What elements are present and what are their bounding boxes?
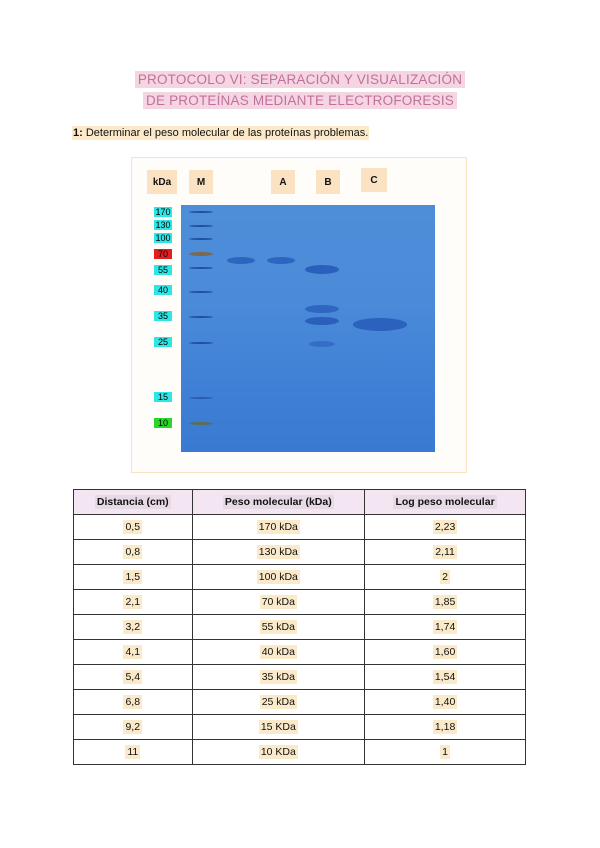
page-title-line-1: PROTOCOLO VI: SEPARACIÓN Y VISUALIZACIÓN — [0, 72, 600, 87]
cell-log-molecular-weight: 1,85 — [365, 590, 526, 615]
marker-band — [189, 238, 213, 240]
marker-band — [189, 211, 213, 213]
cell-molecular-weight: 170 kDa — [192, 515, 365, 540]
marker-label-10: 10 — [154, 418, 172, 428]
cell-log-molecular-weight: 2 — [365, 565, 526, 590]
cell-distance: 2,1 — [74, 590, 193, 615]
cell-log-molecular-weight: 1,40 — [365, 690, 526, 715]
cell-distance: 9,2 — [74, 715, 193, 740]
cell-log-molecular-weight: 1,54 — [365, 665, 526, 690]
cell-distance: 4,1 — [74, 640, 193, 665]
gel-header-kda: kDa — [147, 170, 177, 194]
column-header-distance: Distancia (cm) — [74, 490, 193, 515]
marker-label-170: 170 — [155, 207, 171, 217]
cell-molecular-weight: 10 KDa — [192, 740, 365, 765]
task-statement — [72, 127, 369, 139]
marker-label-55: 55 — [154, 265, 172, 275]
gel-header-m: M — [189, 170, 213, 194]
gel-header-c: C — [361, 168, 387, 192]
table-row — [74, 565, 526, 590]
cell-log-molecular-weight: 1 — [365, 740, 526, 765]
cell-distance: 0,8 — [74, 540, 193, 565]
table-row — [74, 690, 526, 715]
marker-label-130: 130 — [155, 220, 171, 230]
table-row — [74, 640, 526, 665]
marker-label-70: 70 — [154, 249, 172, 259]
column-header-molecular-weight: Peso molecular (kDa) — [192, 490, 365, 515]
lane-b-band — [305, 317, 339, 325]
table-row — [74, 715, 526, 740]
cell-log-molecular-weight: 2,23 — [365, 515, 526, 540]
page-title-line-2: DE PROTEÍNAS MEDIANTE ELECTROFORESIS — [0, 93, 600, 108]
cell-molecular-weight: 15 KDa — [192, 715, 365, 740]
cell-distance: 3,2 — [74, 615, 193, 640]
cell-molecular-weight: 130 kDa — [192, 540, 365, 565]
marker-band — [189, 342, 213, 344]
molecular-weight-table — [73, 489, 526, 765]
gel-header-b: B — [316, 170, 340, 194]
electrophoresis-gel-image — [181, 205, 435, 452]
marker-band — [189, 422, 213, 425]
cell-molecular-weight: 55 kDa — [192, 615, 365, 640]
lane-a-band — [227, 257, 255, 264]
marker-label-25: 25 — [154, 337, 172, 347]
table-row — [74, 665, 526, 690]
marker-band — [189, 316, 213, 318]
cell-distance: 0,5 — [74, 515, 193, 540]
cell-distance: 1,5 — [74, 565, 193, 590]
marker-band — [189, 225, 213, 227]
cell-molecular-weight: 40 kDa — [192, 640, 365, 665]
cell-molecular-weight: 35 kDa — [192, 665, 365, 690]
lane-b-band — [305, 305, 339, 313]
cell-molecular-weight: 70 kDa — [192, 590, 365, 615]
column-header-log-molecular-weight: Log peso molecular — [365, 490, 526, 515]
marker-band — [189, 397, 213, 399]
cell-log-molecular-weight: 1,74 — [365, 615, 526, 640]
lane-b-band — [309, 341, 335, 347]
gel-header-a: A — [271, 170, 295, 194]
table-row — [74, 740, 526, 765]
table-header-row — [74, 490, 526, 515]
table-row — [74, 540, 526, 565]
cell-log-molecular-weight: 1,18 — [365, 715, 526, 740]
marker-band — [189, 291, 213, 293]
task-number: 1: — [73, 127, 83, 139]
table-row — [74, 615, 526, 640]
task-text: Determinar el peso molecular de las proteínas problemas. — [82, 127, 369, 139]
cell-log-molecular-weight: 1,60 — [365, 640, 526, 665]
lane-a-band — [267, 257, 295, 264]
cell-distance: 11 — [74, 740, 193, 765]
cell-distance: 5,4 — [74, 665, 193, 690]
lane-b-band — [305, 265, 339, 274]
marker-label-40: 40 — [154, 285, 172, 295]
marker-label-15: 15 — [154, 392, 172, 402]
marker-band — [189, 267, 213, 269]
table-row — [74, 590, 526, 615]
table-row — [74, 515, 526, 540]
cell-log-molecular-weight: 2,11 — [365, 540, 526, 565]
cell-molecular-weight: 25 kDa — [192, 690, 365, 715]
marker-band — [189, 252, 213, 256]
marker-label-35: 35 — [154, 311, 172, 321]
cell-distance: 6,8 — [74, 690, 193, 715]
lane-c-band — [353, 318, 407, 331]
marker-label-100: 100 — [155, 233, 171, 243]
cell-molecular-weight: 100 kDa — [192, 565, 365, 590]
